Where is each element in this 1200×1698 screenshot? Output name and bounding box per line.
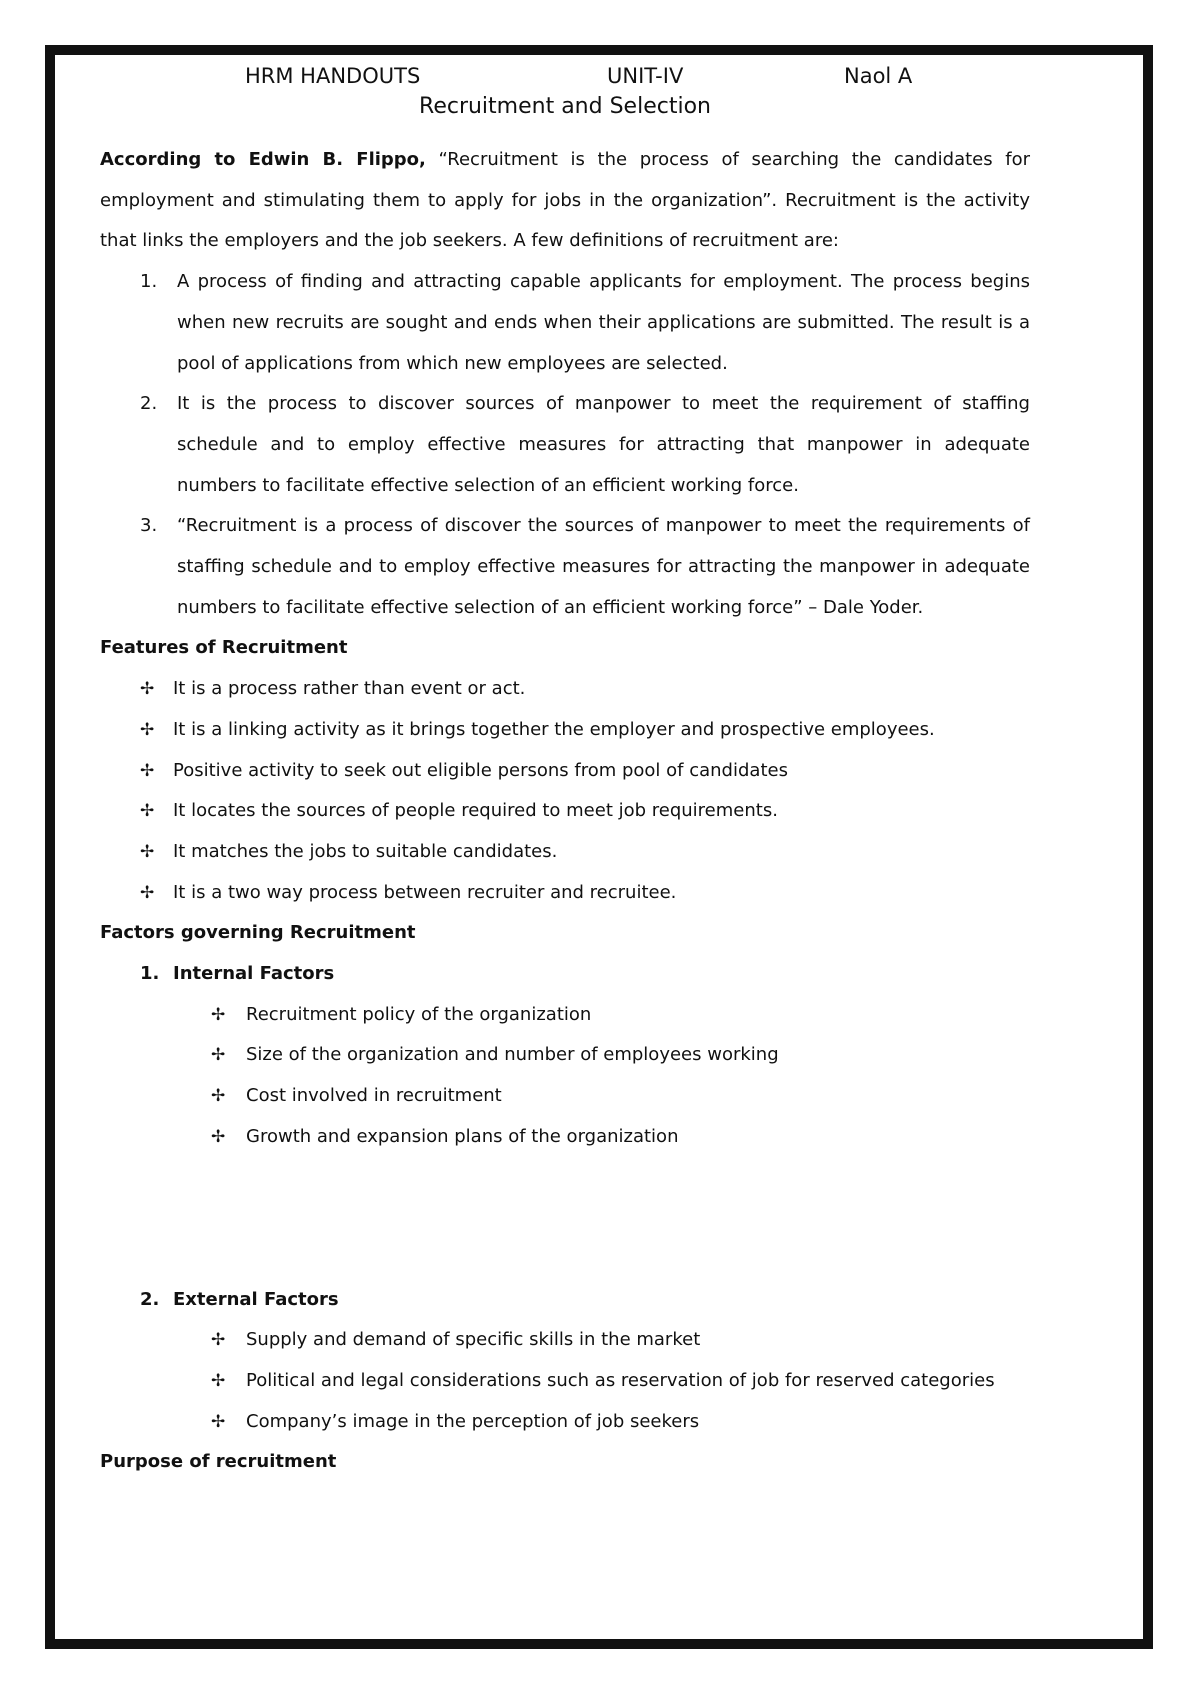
star-bullet-icon: ✢ [140,760,155,781]
definition-text: A process of finding and attracting capable applicants for employment. The process begins when new recruits are sought and ends when their applications are submitted. The result is a pool of applications from which new employees are selected. [177,271,1030,374]
list-item-text: Size of the organization and number of employees working [246,1044,779,1066]
list-item [100,791,1030,832]
list-number: 2. [140,393,158,415]
header-right: Naol A [844,64,913,88]
list-item [100,1320,1030,1361]
list-item-text: Political and legal considerations such as reservation of job for reserved categories [246,1369,995,1391]
list-number: 3. [140,515,158,537]
list-item-text: It is a linking activity as it brings together the employer and prospective employees. [173,718,935,740]
star-bullet-icon: ✢ [211,1411,226,1432]
star-bullet-icon: ✢ [211,1330,226,1351]
list-item-text: Cost involved in recruitment [246,1085,502,1107]
page-header [100,64,1030,94]
header-center: UNIT-IV [607,64,684,88]
subhead-label: Internal Factors [173,963,335,985]
external-factors-heading [100,1280,1030,1321]
page-title: Recruitment and Selection [419,94,711,119]
header-left: HRM HANDOUTS [245,64,421,88]
intro-text: “Recruitment is the process of searching the candidates for employment and stimulating them to apply for jobs in the organization”. Recruitment is the activity that links the employers and the job seekers. A few definitions of recruitment are: [100,149,1030,252]
definition-item [100,506,1030,628]
list-item [100,1361,1030,1402]
purpose-heading: Purpose of recruitment [100,1451,337,1473]
list-number: 1. [140,271,158,293]
list-item-text: Positive activity to seek out eligible persons from pool of candidates [173,759,788,781]
document-body [100,64,1030,1483]
star-bullet-icon: ✢ [211,1086,226,1107]
list-item-text: Company’s image in the perception of job seekers [246,1410,700,1432]
definition-text: It is the process to discover sources of manpower to meet the requirement of staffing schedule and to employ effective measures for attracting that manpower in adequate numbers to facilitate effective selection of an efficient working force. [177,393,1030,496]
list-item [100,832,1030,873]
definition-item [100,384,1030,506]
list-number: 2. [140,1288,160,1310]
star-bullet-icon: ✢ [140,841,155,862]
definition-item [100,262,1030,384]
features-heading: Features of Recruitment [100,637,348,659]
list-item-text: It is a two way process between recruiter and recruitee. [173,881,677,903]
star-bullet-icon: ✢ [140,882,155,903]
list-item-text: It matches the jobs to suitable candidates. [173,840,558,862]
internal-factors-heading [100,954,1030,995]
star-bullet-icon: ✢ [140,679,155,700]
subhead-label: External Factors [173,1288,339,1310]
list-item-text: Recruitment policy of the organization [246,1003,592,1025]
spacer [100,1158,1030,1280]
features-list [100,669,1030,913]
internal-factors-list [100,995,1030,1158]
list-item [100,1076,1030,1117]
list-number: 1. [140,963,160,985]
star-bullet-icon: ✢ [140,719,155,740]
star-bullet-icon: ✢ [140,801,155,822]
star-bullet-icon: ✢ [211,1126,226,1147]
list-item [100,995,1030,1036]
definitions-list [100,262,1030,628]
intro-lead: According to Edwin B. Flippo, [100,149,426,170]
list-item [100,873,1030,914]
list-item-text: It is a process rather than event or act. [173,678,526,700]
list-item [100,710,1030,751]
list-item-text: Growth and expansion plans of the organization [246,1125,679,1147]
list-item [100,1117,1030,1158]
star-bullet-icon: ✢ [211,1045,226,1066]
external-factors-list [100,1320,1030,1442]
star-bullet-icon: ✢ [211,1370,226,1391]
list-item [100,1035,1030,1076]
star-bullet-icon: ✢ [211,1004,226,1025]
factors-heading: Factors governing Recruitment [100,922,416,944]
definition-text: “Recruitment is a process of discover the sources of manpower to meet the requirements of staffing schedule and to employ effective measures for attracting the manpower in adequate numbers to facilitate effective selection of an efficient working force” – Dale Yoder. [177,515,1030,618]
list-item [100,1402,1030,1443]
list-item-text: Supply and demand of specific skills in the market [246,1329,701,1351]
intro-paragraph [100,140,1030,262]
list-item [100,751,1030,792]
list-item-text: It locates the sources of people required to meet job requirements. [173,800,778,822]
list-item [100,669,1030,710]
